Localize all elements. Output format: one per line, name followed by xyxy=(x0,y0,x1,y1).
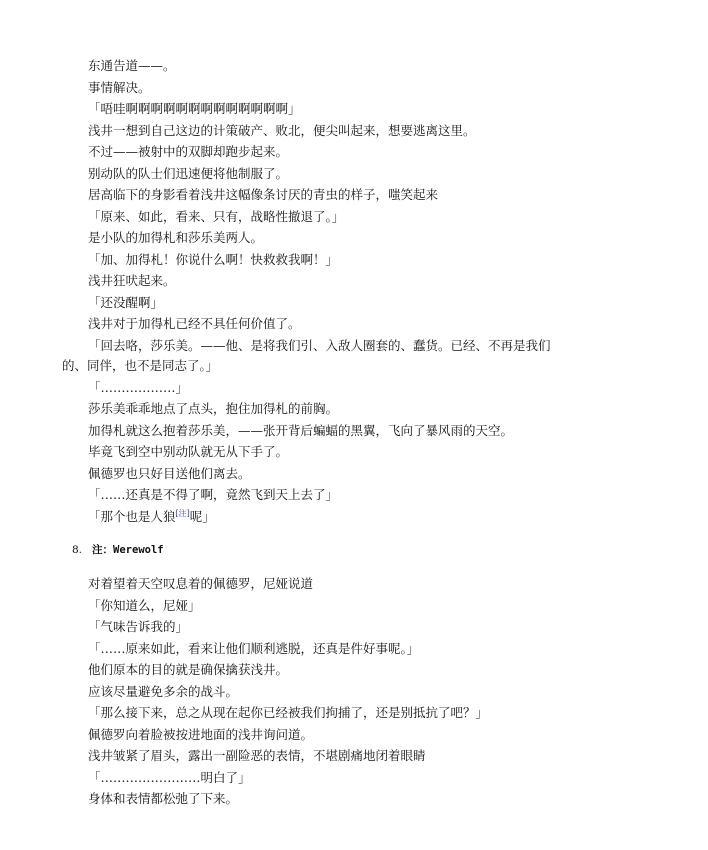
paragraph: 「原来、如此，看来、只有，战略性撤退了。」 xyxy=(88,208,345,224)
paragraph: 加得札就这么抱着莎乐美，——张开背后蝙蝠的黑翼，飞向了暴风雨的天空。 xyxy=(88,422,514,438)
paragraph: 浅井皱紧了眉头，露出一副险恶的表情，不堪剧痛地闭着眼睛 xyxy=(88,748,426,763)
paragraph: 佩德罗向着脸被按进地面的浅井询问道。 xyxy=(88,726,314,742)
footnote-link[interactable]: [注] xyxy=(175,508,190,518)
paragraph: 佩德罗也只好目送他们离去。 xyxy=(88,465,251,481)
paragraph: 居高临下的身影看着浅井这幅像条讨厌的青虫的样子，嗤笑起来 xyxy=(88,187,439,202)
paragraph: 对着望着天空叹息着的佩德罗，尼娅说道 xyxy=(88,576,314,591)
paragraph: 「……还真是不得了啊，竟然飞到天上去了」 xyxy=(88,487,339,502)
paragraph: 应该尽量避免多余的战斗。 xyxy=(88,683,239,699)
footnote-text: 注：Werewolf xyxy=(92,544,164,556)
paragraph-with-footnote xyxy=(0,506,552,528)
paragraph: 「还没醒啊」 xyxy=(88,294,164,310)
paragraph: 「气味告诉我的」 xyxy=(88,619,189,634)
paragraph-text: 「那个也是人狼 xyxy=(88,508,176,524)
paragraph: 「……原来如此，看来让他们顺利逃脱，还真是件好事呢。」 xyxy=(88,640,420,656)
paragraph: 毕竟飞到空中别动队就无从下手了。 xyxy=(88,444,289,459)
paragraph: 「那么接下来，总之从现在起你已经被我们拘捕了，还是别抵抗了吧？」 xyxy=(88,705,489,720)
paragraph: 莎乐美乖乖地点了点头，抱住加得札的前胸。 xyxy=(88,401,339,416)
paragraph: 「加、加得札！你说什么啊！快救救我啊！」 xyxy=(88,251,339,267)
paragraph: 浅井狂吠起来。 xyxy=(88,273,176,288)
paragraph: 「回去咯，莎乐美。——他、是将我们引、入敌人圈套的、蠢货。已经、不再是我们的、同伴，也不是同志了。」 xyxy=(62,337,551,373)
paragraph: 「……………………明白了」 xyxy=(88,769,251,785)
paragraph-text: 呢」 xyxy=(189,508,215,524)
paragraph: 「………………」 xyxy=(88,379,189,395)
footnote-number: 8. xyxy=(72,544,83,556)
footnote xyxy=(0,541,708,559)
paragraph: 「唔哇啊啊啊啊啊啊啊啊啊啊啊啊啊」 xyxy=(88,101,301,116)
paragraph: 事情解决。 xyxy=(88,79,151,95)
paragraph: 浅井对于加得札已经不具任何价值了。 xyxy=(88,316,301,331)
paragraph: 他们原本的目的就是确保擒获浅井。 xyxy=(88,662,289,677)
paragraph: 浅井一想到自己这边的计策破产、败北，便尖叫起来，想要逃离这里。 xyxy=(88,122,476,138)
paragraph: 东通告道——。 xyxy=(88,58,176,73)
paragraph: 是小队的加得札和莎乐美两人。 xyxy=(88,230,264,245)
paragraph: 身体和表情都松弛了下来。 xyxy=(88,791,239,806)
paragraph: 「你知道么，尼娅」 xyxy=(88,597,201,613)
paragraph: 不过——被射中的双脚却跑步起来。 xyxy=(88,144,289,159)
paragraph: 别动队的队士们迅速便将他制服了。 xyxy=(88,165,289,181)
